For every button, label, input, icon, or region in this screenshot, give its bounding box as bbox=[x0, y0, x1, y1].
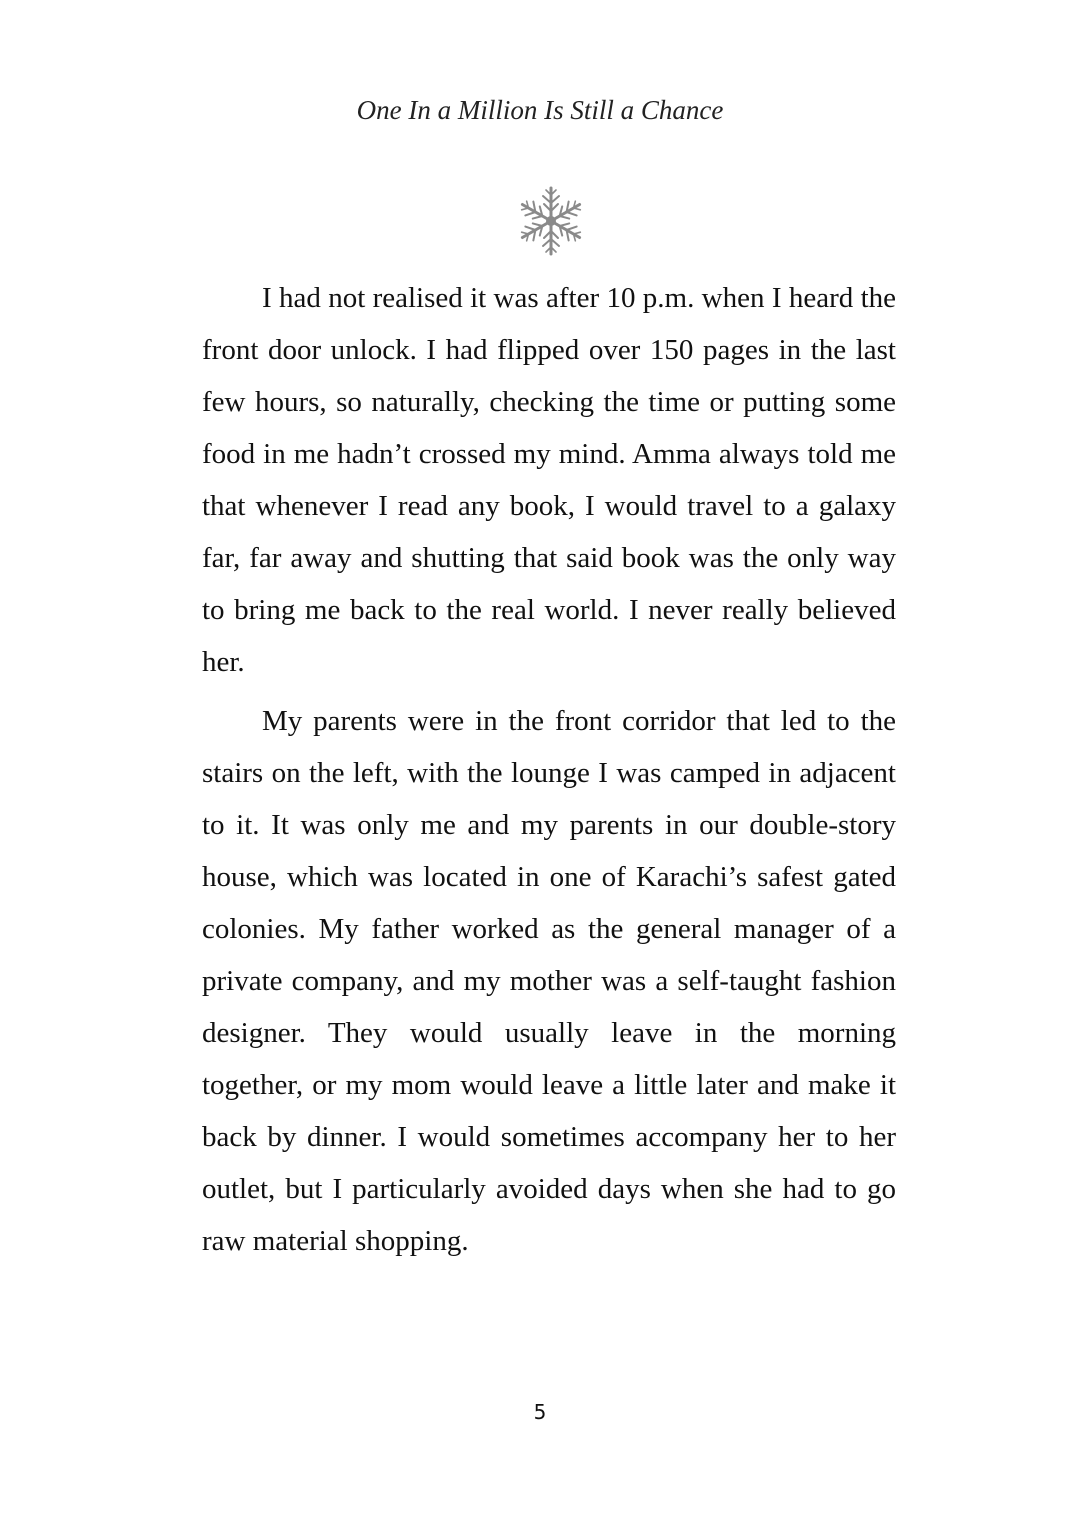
body-text bbox=[202, 272, 896, 1274]
page-number: 5 bbox=[533, 1400, 547, 1424]
snowflake-ornament-icon bbox=[511, 184, 591, 258]
running-head: One In a Million Is Still a Chance bbox=[356, 95, 724, 125]
paragraph-1: I had not realised it was after 10 p.m. when I heard the front door unlock. I had flipped over 150 pages in the last few hours, so naturally, checking the time or putting some food in me hadn’t crossed my mind. Amma always told me that whenever I read any book, I would travel to a galaxy far, far away and shutting that said book was the only way to bring me back to the real world. I never really believed her. bbox=[202, 282, 896, 678]
paragraph-2: My parents were in the front corridor that led to the stairs on the left, with the lounge I was camped in adjacent to it. It was only me and my parents in our double-story house, which was located in one of Karachi’s safest gated colonies. My father worked as the general manager of a private company, and my mother was a self-taught fashion designer. They would usually leave in the morning together, or my mom would leave a little later and make it back by dinner. I would sometimes accompany her to her outlet, but I particularly avoided days when she had to go raw material shopping. bbox=[202, 705, 896, 1257]
